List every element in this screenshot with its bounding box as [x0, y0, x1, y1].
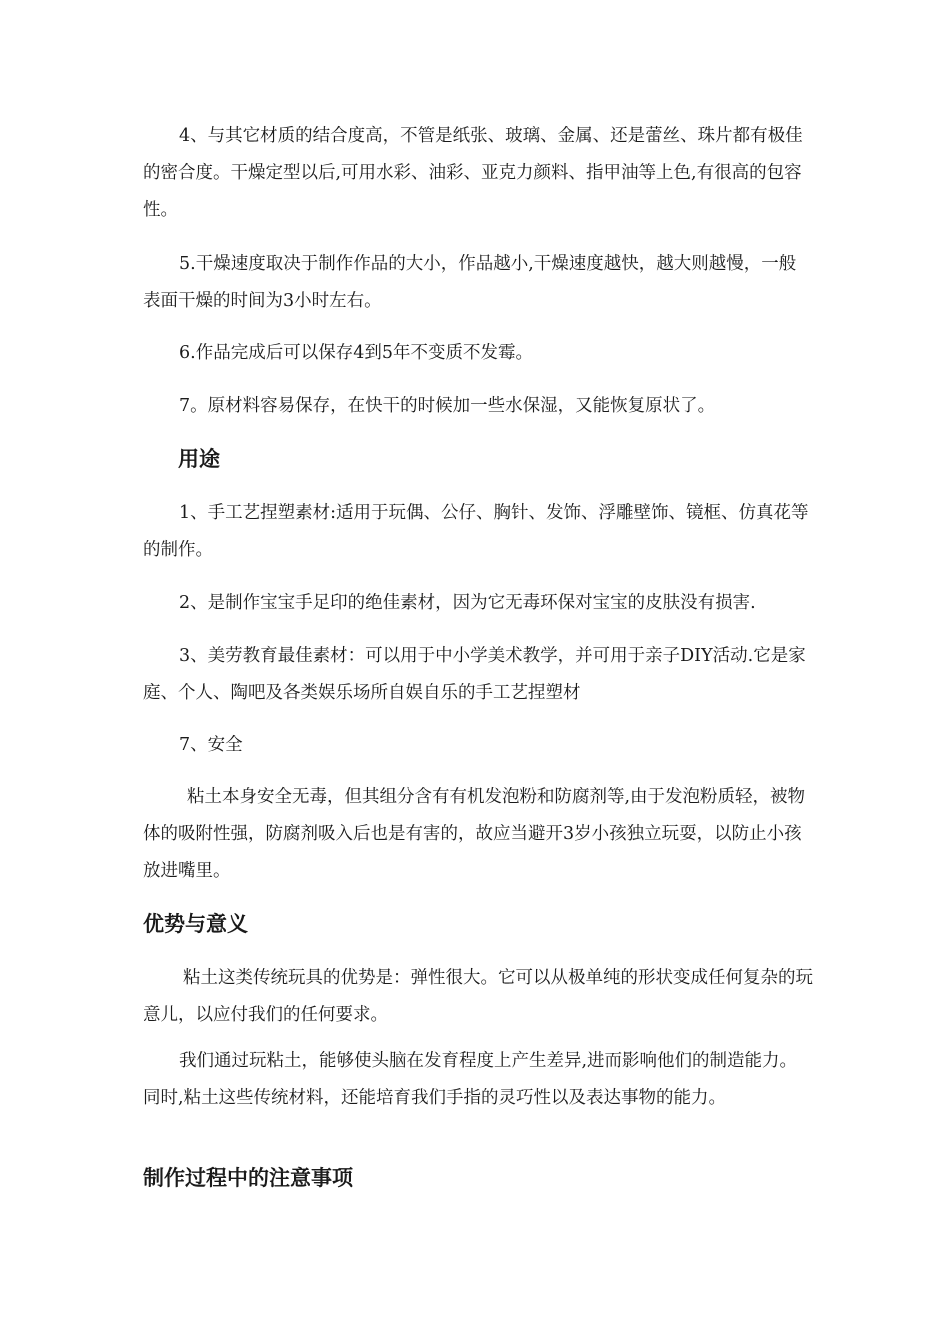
uses-item-7-safety-title: 7、安全	[179, 735, 243, 755]
paragraph-item-7: 7。原材料容易保存，在快干的时候加一些水保湿，又能恢复原状了。	[179, 396, 716, 416]
section-heading-advantages: 优势与意义	[143, 912, 248, 936]
paragraph-item-5: 5.干燥速度取决于制作作品的大小，作品越小,干燥速度越快，越大则越慢，一般表面干燥的时间为3小时左右。	[143, 254, 797, 311]
safety-paragraph: 粘土本身安全无毒，但其组分含有有机发泡粉和防腐剂等,由于发泡粉质轻，被物体的吸附性强，防腐剂吸入后也是有害的，故应当避开3岁小孩独立玩耍，以防止小孩放进嘴里。	[143, 787, 806, 881]
uses-item-3: 3、美劳教育最佳素材：可以用于中小学美术教学，并可用于亲子DIY活动.它是家庭、个人、陶吧及各类娱乐场所自娱自乐的手工艺捏塑材	[143, 646, 806, 703]
uses-item-1: 1、手工艺捏塑素材:适用于玩偶、公仔、胸针、发饰、浮雕壁饰、镜框、仿真花等的制作。	[143, 503, 809, 560]
section-heading-uses: 用途	[178, 447, 220, 471]
uses-item-2: 2、是制作宝宝手足印的绝佳素材，因为它无毒环保对宝宝的皮肤没有损害.	[179, 593, 756, 613]
advantages-paragraph-1: 粘土这类传统玩具的优势是：弹性很大。它可以从极单纯的形状变成任何复杂的玩意儿，以应付我们的任何要求。	[143, 968, 813, 1025]
section-heading-notes: 制作过程中的注意事项	[143, 1166, 353, 1190]
paragraph-item-6: 6.作品完成后可以保存4到5年不变质不发霉。	[179, 343, 533, 363]
advantages-paragraph-2: 我们通过玩粘土，能够使头脑在发育程度上产生差异,进而影响他们的制造能力。同时,粘土这些传统材料，还能培育我们手指的灵巧性以及表达事物的能力。	[143, 1051, 798, 1108]
paragraph-item-4: 4、与其它材质的结合度高，不管是纸张、玻璃、金属、还是蕾丝、珠片都有极佳的密合度。干燥定型以后,可用水彩、油彩、亚克力颜料、指甲油等上色,有很高的包容性。	[143, 126, 803, 220]
